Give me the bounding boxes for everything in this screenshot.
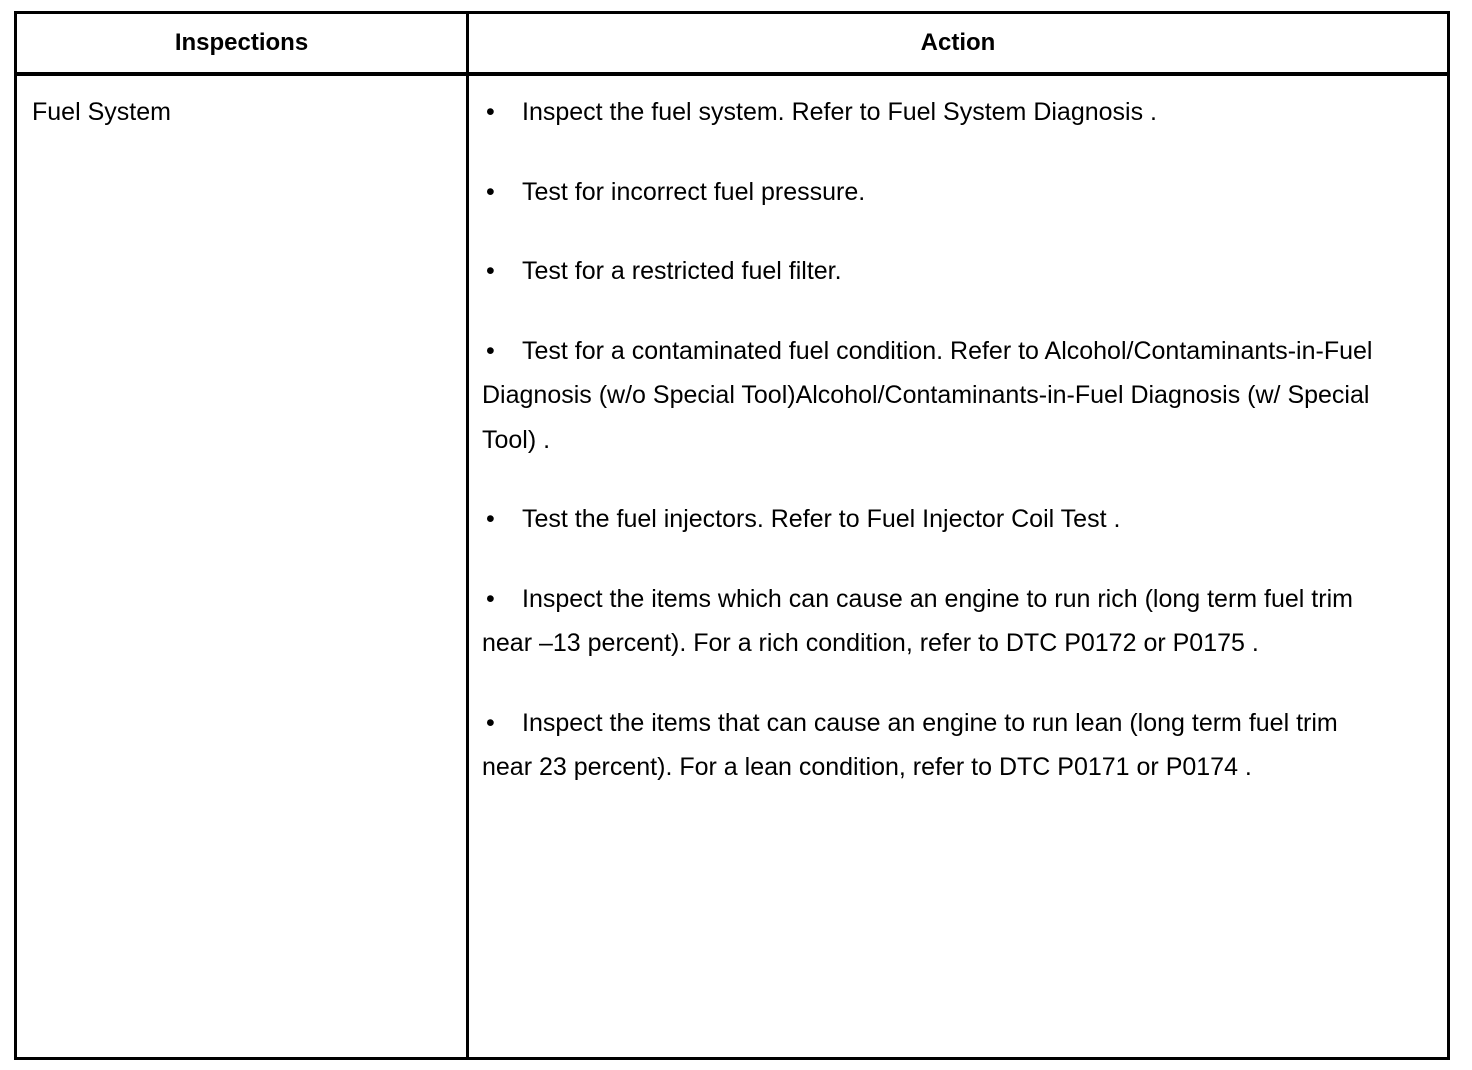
bullet-icon: •: [486, 336, 495, 365]
bullet-icon: •: [486, 708, 495, 737]
action-text: Test for incorrect fuel pressure.: [522, 177, 866, 206]
bullet-icon: •: [486, 505, 495, 533]
action-item: [482, 249, 1382, 294]
bullet-icon: •: [486, 257, 495, 285]
action-text: Inspect the fuel system. Refer to Fuel System Diagnosis .: [522, 98, 1157, 126]
header-action: Action: [920, 29, 996, 56]
bullet-icon: •: [486, 177, 495, 206]
action-text: Inspect the items which can cause an engine to run rich (long term fuel trim near –13 percent). For a rich condition, refer to DTC P0172 or P0175 .: [482, 584, 1353, 657]
action-text: Test for a restricted fuel filter.: [522, 257, 842, 285]
action-text: Test the fuel injectors. Refer to Fuel Injector Coil Test .: [522, 505, 1121, 533]
bullet-icon: •: [486, 98, 495, 126]
header-divider: [17, 72, 1447, 76]
action-text: Test for a contaminated fuel condition. Refer to Alcohol/Contaminants-in-Fuel Diagnosis (w/o Special Tool)Alcohol/Contaminants-in-Fuel Diagnosis (w/ Special Tool) .: [482, 336, 1373, 454]
bullet-icon: •: [486, 584, 495, 613]
action-item: [482, 701, 1382, 790]
inspection-table: [14, 11, 1450, 1060]
inspection-fuel-system: Fuel System: [32, 98, 171, 126]
action-text: Inspect the items that can cause an engine to run lean (long term fuel trim near 23 percent). For a lean condition, refer to DTC P0171 or P0174 .: [482, 708, 1338, 781]
action-item: [482, 170, 1382, 215]
action-item: [482, 329, 1382, 463]
action-list: [482, 96, 1382, 831]
header-inspections: Inspections: [174, 29, 309, 56]
action-item: [482, 577, 1382, 666]
action-item: [482, 497, 1382, 542]
column-divider: [466, 14, 469, 1057]
action-item: [482, 90, 1382, 135]
